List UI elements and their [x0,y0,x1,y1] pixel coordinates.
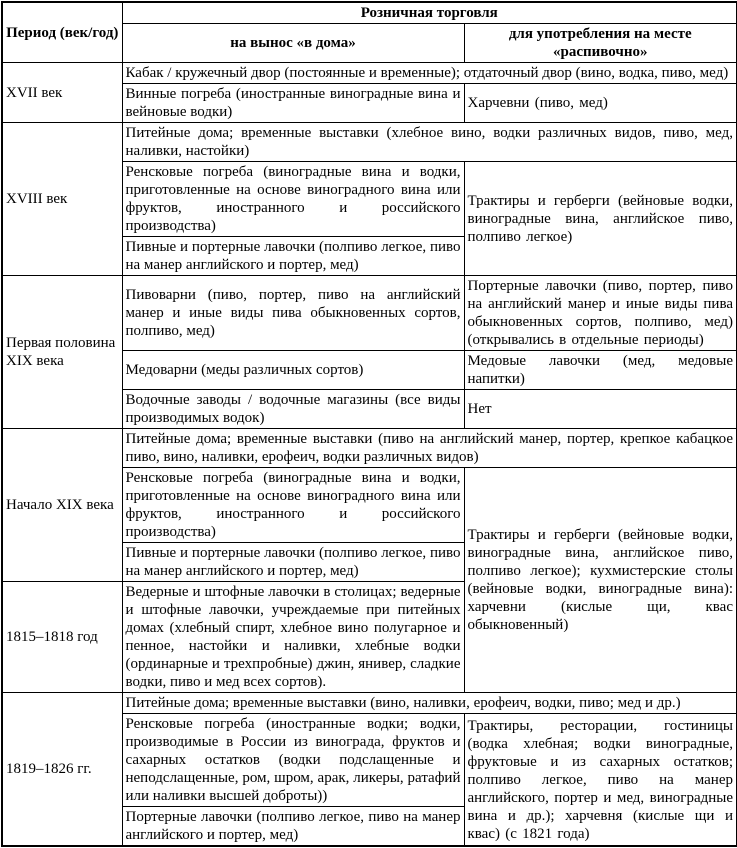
cell-early-takeaway-2: Пивные и портерные лавочки (полпиво легкое, пиво на манер английского и портер, мед) [122,543,464,582]
cell-xviii-shared: Питейные дома; временные выставки (хлебное вино, водки различных видов, пиво, мед, наливки, настойки) [122,123,737,162]
period-cell-xviii: XVIII век [2,123,122,276]
cell-early-1815-on-premise: Трактиры и герберги (вейновые водки, виноградные вина, английское пиво, полпиво легкое); кухмистерские столы (вейновые водки, виноградные вина): харчевни (кислые щи, квас обыкновенный) [464,468,737,693]
cell-fh-on-premise-2: Медовые лавочки (мед, медовые напитки) [464,351,737,390]
period-cell-1815-1818: 1815–1818 год [2,582,122,693]
cell-xviii-takeaway-1: Ренсковые погреба (виноградные вина и водки, приготовленные на основе виноградного вина или фруктов, иностранного и российского производства) [122,162,464,237]
cell-xvii-takeaway: Винные погреба (иностранные виноградные вина и вейновые водки) [122,84,464,123]
cell-early-takeaway-1: Ренсковые погреба (виноградные вина и водки, приготовленные на основе виноградного вина или фруктов, иностранного и российского производства) [122,468,464,543]
cell-1819-takeaway-2: Портерные лавочки (полпиво легкое, пиво на манер английского и портер, мед) [122,807,464,847]
period-cell-1819-1826: 1819–1826 гг. [2,693,122,847]
header-takeaway-cell: на вынос «в дома» [122,24,464,63]
cell-fh-takeaway-2: Медоварни (меды различных сортов) [122,351,464,390]
cell-fh-takeaway-1: Пивоварни (пиво, портер, пиво на английский манер и иные виды пива обыкновенных сортов, полпиво, мед) [122,276,464,351]
cell-1819-on-premise: Трактиры, ресторации, гостиницы (водка хлебная; водки виноградные, фруктовые и из сахарных остатков; полпиво легкое, пиво на манер английского, портер и мед, виноградные вина и др.); харчевня (кислые щи и квас) (с 1821 года) [464,714,737,847]
cell-1815-takeaway: Ведерные и штофные лавочки в столицах; ведерные и штофные лавочки, учреждаемые при питейных домах (хлебный спирт, хлебное вино полугарное и пенное, настойки и наливки, хлебные водки (ординарные и трехпробные) джин, янивер, сладкие водки, пиво и мед всех сортов). [122,582,464,693]
table-row [2,693,737,714]
cell-1819-takeaway-1: Ренсковые погреба (иностранные водки; водки, производимые в России из винограда, фруктов и сахарных остатков (водки подслащенные и неподслащенные, ром, шром, арак, ликеры, ратафий или наливки высшей доброты)) [122,714,464,807]
table-row [2,63,737,84]
retail-trade-table [1,1,737,847]
cell-xvii-on-premise: Харчевни (пиво, мед) [464,84,737,123]
cell-xviii-takeaway-2: Пивные и портерные лавочки (полпиво легкое, пиво на манер английского и портер, мед) [122,237,464,276]
period-cell-early-xix: Начало XIX века [2,429,122,582]
cell-fh-takeaway-3: Водочные заводы / водочные магазины (все виды производимых водок) [122,390,464,429]
table-row [2,123,737,162]
header-period-cell: Период (век/год) [2,2,122,63]
cell-1819-shared: Питейные дома; временные выставки (вино, наливки, ерофеич, водки, пиво; мед и др.) [122,693,737,714]
cell-xviii-on-premise: Трактиры и герберги (вейновые водки, виноградные вина, английское пиво, полпиво легкое) [464,162,737,276]
period-cell-xvii: XVII век [2,63,122,123]
cell-fh-on-premise-3: Нет [464,390,737,429]
cell-xvii-shared: Кабак / кружечный двор (постоянные и временные); отдаточный двор (вино, водка, пиво, мед) [122,63,737,84]
table-row [2,276,737,351]
table-row [2,429,737,468]
header-retail-trade-cell: Розничная торговля [122,2,737,24]
header-row-top [2,2,737,24]
header-on-premise-cell: для употребления на месте «распивочно» [464,24,737,63]
period-cell-first-half-xix: Первая половина XIX века [2,276,122,429]
cell-early-shared: Питейные дома; временные выставки (пиво на английский манер, портер, крепкое кабацкое пиво, вино, наливки, ерофеич, водки различных видов) [122,429,737,468]
cell-fh-on-premise-1: Портерные лавочки (пиво, портер, пиво на английский манер и иные виды пива обыкновенных сортов, полпиво, мед) (открывались в отдельные периоды) [464,276,737,351]
